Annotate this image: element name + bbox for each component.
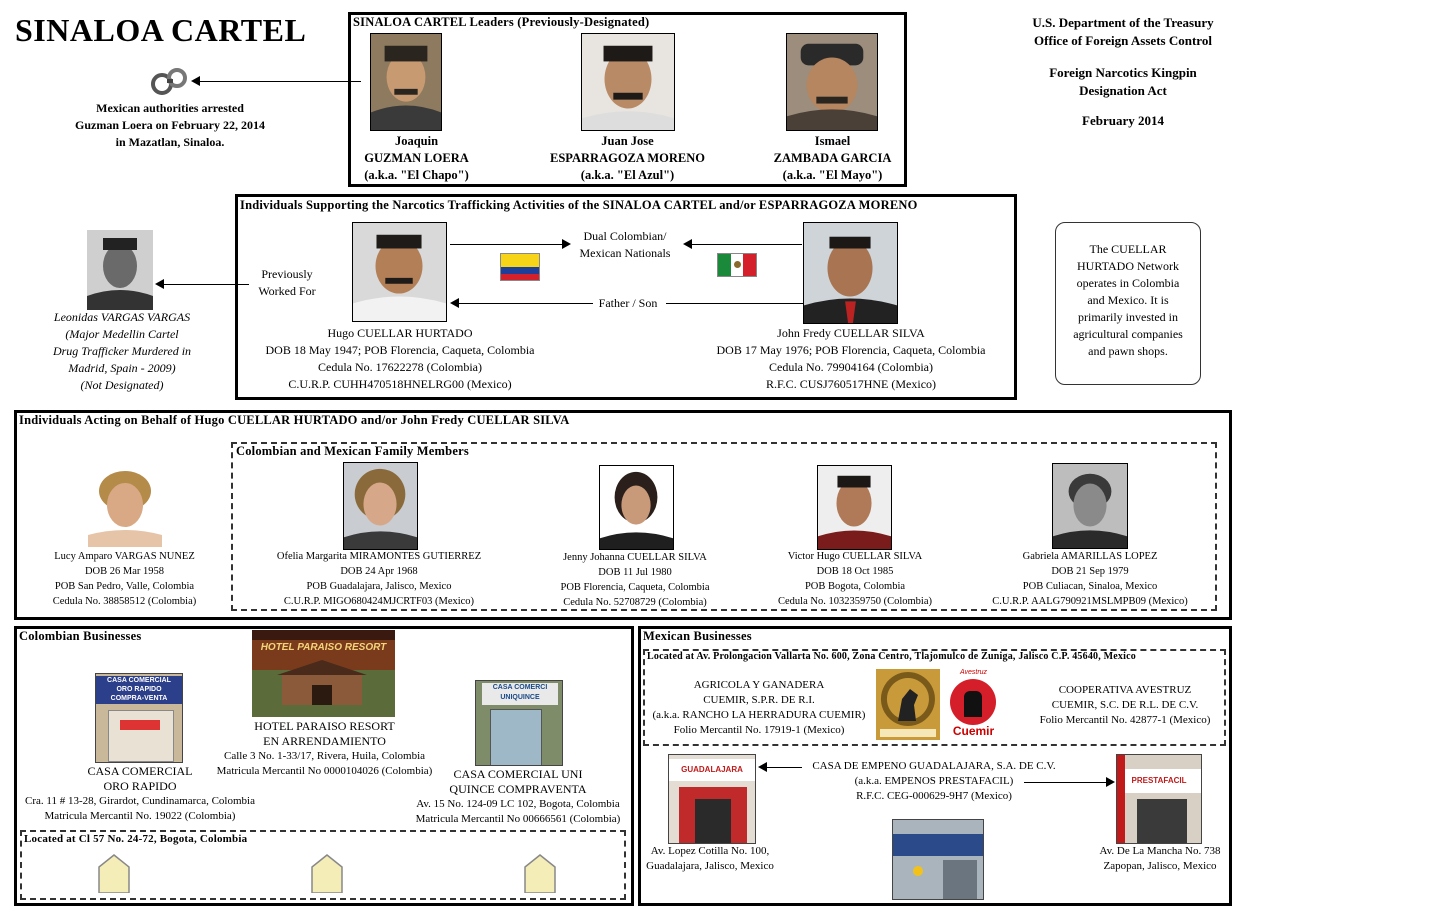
leader-first-name: Joaquin bbox=[394, 134, 439, 148]
leader-last-name: ZAMBADA GARCIA bbox=[773, 151, 892, 165]
left-loc-line2: Guadalajara, Jalisco, Mexico bbox=[646, 860, 774, 872]
colombian-header: Colombian Businesses bbox=[19, 629, 142, 643]
hugo-cedula: Cedula No. 17622278 (Colombia) bbox=[318, 360, 482, 374]
person-id: Cedula No. 52708729 (Colombia) bbox=[563, 597, 707, 608]
hugo-curp: C.U.R.P. CUHH470518HNELRG00 (Mexico) bbox=[288, 377, 512, 391]
father-son-arrow-head bbox=[450, 298, 459, 308]
john-cedula: Cedula No. 79904164 (Colombia) bbox=[769, 360, 933, 374]
photo-jenny-cuellar bbox=[599, 465, 674, 550]
right-loc-line2: Zapopan, Jalisco, Mexico bbox=[1103, 860, 1217, 872]
dual-line1: Dual Colombian/ bbox=[583, 229, 667, 243]
person-jenny bbox=[530, 550, 740, 610]
person-dob: DOB 18 Oct 1985 bbox=[816, 566, 894, 577]
oro-addr: Cra. 11 # 13-28, Girardot, Cundinamarca, Colombia bbox=[25, 795, 255, 807]
hotel-reg: Matricula Mercantil No 0000104026 (Colombia) bbox=[216, 765, 433, 777]
hugo-dob: DOB 18 May 1947; POB Florencia, Caqueta, Colombia bbox=[265, 343, 535, 357]
leaders-header: SINALOA CARTEL Leaders (Previously-Designated) bbox=[353, 15, 650, 29]
hugo-details bbox=[236, 325, 564, 393]
arrest-note bbox=[40, 100, 300, 151]
dual-line2: Mexican Nationals bbox=[579, 246, 671, 260]
father-son-line-left bbox=[459, 303, 593, 304]
empeno-center-photo bbox=[892, 819, 984, 900]
uni-reg: Matricula Mercantil No 00666561 (Colombia) bbox=[415, 813, 621, 825]
dual-nationals-label bbox=[560, 228, 690, 262]
empeno-arrow-right-head bbox=[1106, 777, 1115, 787]
photo-gabriela-amarillas bbox=[1052, 463, 1128, 549]
photo-leonidas-vargas bbox=[87, 230, 153, 310]
handcuffs-icon bbox=[150, 66, 190, 98]
person-name: Gabriela AMARILLAS LOPEZ bbox=[1022, 551, 1158, 562]
empeno-rfc: R.F.C. CEG-000629-9H7 (Mexico) bbox=[856, 790, 1012, 802]
person-ofelia bbox=[250, 549, 508, 609]
vargas-line3: Drug Trafficker Murdered in bbox=[52, 344, 192, 358]
empeno-name: CASA DE EMPENO GUADALAJARA, S.A. DE C.V. bbox=[812, 760, 1056, 772]
dual-arrow-right-head bbox=[683, 239, 692, 249]
leader-last-name: ESPARRAGOZA MORENO bbox=[550, 151, 705, 165]
act-date: February 2014 bbox=[1082, 113, 1164, 128]
john-dob: DOB 17 May 1976; POB Florencia, Caqueta, Colombia bbox=[716, 343, 986, 357]
leader-photo-zambada bbox=[786, 33, 878, 131]
empeno-left-location bbox=[640, 844, 780, 874]
cuemir-logo-text: Cuemir bbox=[952, 724, 995, 738]
arrest-line3: in Mazatlan, Sinaloa. bbox=[115, 135, 225, 149]
house-icon bbox=[97, 853, 131, 893]
photo-lucy-vargas bbox=[88, 465, 162, 547]
photo-hugo-cuellar bbox=[352, 222, 447, 322]
empeno-arrow-right-line bbox=[1024, 782, 1107, 783]
note-line2: HURTADO Network bbox=[1077, 259, 1179, 273]
worked-line1: Previously bbox=[261, 267, 313, 281]
agricola-aka: (a.k.a. RANCHO LA HERRADURA CUEMIR) bbox=[652, 709, 866, 721]
father-son-line-right bbox=[666, 303, 803, 304]
uni-name1: CASA COMERCIAL UNI bbox=[453, 767, 583, 781]
worked-for-arrow-line bbox=[164, 284, 249, 285]
note-line3: operates in Colombia bbox=[1076, 276, 1180, 290]
note-line1: The CUELLAR bbox=[1089, 242, 1167, 256]
oro-sign-line2: ORO RAPIDO bbox=[116, 686, 162, 693]
page-title: SINALOA CARTEL bbox=[15, 12, 307, 48]
person-name: Ofelia Margarita MIRAMONTES GUTIERREZ bbox=[276, 551, 482, 562]
john-details bbox=[690, 325, 1012, 393]
mexican-header: Mexican Businesses bbox=[643, 629, 752, 643]
cuemir-logo-top: Avestruz bbox=[959, 669, 988, 676]
house-icon bbox=[310, 853, 344, 893]
note-line4: and Mexico. It is bbox=[1087, 293, 1169, 307]
photo-ofelia-miramontes bbox=[343, 462, 418, 550]
uniquince-details bbox=[400, 767, 636, 827]
worked-line2: Worked For bbox=[258, 284, 316, 298]
oro-reg: Matricula Mercantil No. 19022 (Colombia) bbox=[44, 810, 236, 822]
vargas-line2: (Major Medellin Cartel bbox=[65, 327, 179, 341]
cuemir-logo-icon bbox=[942, 669, 1005, 740]
empeno-left-photo bbox=[668, 754, 756, 844]
coop-name1: COOPERATIVA AVESTRUZ bbox=[1058, 684, 1192, 696]
note-line7: and pawn shops. bbox=[1088, 344, 1168, 358]
oro-rapido-details bbox=[15, 764, 265, 824]
empeno-aka: (a.k.a. EMPENOS PRESTAFACIL) bbox=[854, 775, 1014, 787]
person-pob: POB Culiacan, Sinaloa, Mexico bbox=[1022, 581, 1158, 592]
leader-guzman bbox=[340, 133, 493, 184]
leader-last-name: GUZMAN LOERA bbox=[364, 151, 469, 165]
flag-white bbox=[731, 254, 744, 276]
flag-yellow bbox=[501, 254, 539, 267]
supporting-header: Individuals Supporting the Narcotics Trafficking Activities of the SINALOA CARTEL and/or ESPARRAGOZA MORENO bbox=[240, 198, 918, 212]
oro-sign-line3: COMPRA-VENTA bbox=[110, 695, 168, 702]
empeno-arrow-left-head bbox=[758, 762, 767, 772]
vargas-line5: (Not Designated) bbox=[80, 378, 164, 392]
person-name: Lucy Amparo VARGAS NUNEZ bbox=[54, 551, 195, 562]
arrest-line1: Mexican authorities arrested bbox=[96, 101, 244, 115]
vallarta-located-label: Located at Av. Prolongacion Vallarta No. 600, Zona Centro, Tlajomulco de Zuniga, Jalisco C.P. 45640, Mexico bbox=[647, 651, 1136, 662]
hotel-name2: EN ARRENDAMIENTO bbox=[263, 734, 386, 748]
agricola-name1: AGRICOLA Y GANADERA bbox=[693, 679, 825, 691]
leader-photo-esparragoza bbox=[581, 33, 675, 131]
empeno-right-sign: PRESTAFACIL bbox=[1117, 769, 1201, 793]
coop-reg: Folio Mercantil No. 42877-1 (Mexico) bbox=[1039, 714, 1211, 726]
flag-green bbox=[718, 254, 731, 276]
person-pob: POB Florencia, Caqueta, Colombia bbox=[560, 582, 710, 593]
worked-for-arrow-head bbox=[155, 279, 164, 289]
agricola-reg: Folio Mercantil No. 17919-1 (Mexico) bbox=[673, 724, 845, 736]
empeno-right-photo bbox=[1116, 754, 1202, 844]
uni-sign-line1: CASA COMERCI bbox=[492, 684, 548, 691]
person-dob: DOB 26 Mar 1958 bbox=[84, 566, 165, 577]
note-line5: primarily invested in bbox=[1078, 310, 1178, 324]
cl57-located-label: Located at Cl 57 No. 24-72, Bogota, Colombia bbox=[24, 833, 248, 845]
dual-arrow-right-line bbox=[692, 244, 802, 245]
right-loc-line1: Av. De La Mancha No. 738 bbox=[1099, 845, 1221, 857]
agency-line2: Office of Foreign Assets Control bbox=[1034, 33, 1212, 48]
colombia-flag-icon bbox=[500, 253, 540, 281]
agricola-details bbox=[642, 678, 876, 738]
john-name: John Fredy CUELLAR SILVA bbox=[777, 326, 925, 340]
person-pob: POB Bogota, Colombia bbox=[804, 581, 906, 592]
oro-rapido-photo bbox=[95, 673, 183, 763]
flag-red bbox=[743, 254, 756, 276]
photo-victor-cuellar bbox=[817, 465, 892, 550]
person-pob: POB San Pedro, Valle, Colombia bbox=[54, 581, 195, 592]
leader-photo-guzman bbox=[370, 33, 442, 131]
house-icon bbox=[523, 853, 557, 893]
coop-name2: CUEMIR, S.C. DE R.L. DE C.V. bbox=[1051, 699, 1199, 711]
leader-first-name: Juan Jose bbox=[601, 134, 654, 148]
arrest-line2: Guzman Loera on February 22, 2014 bbox=[75, 118, 265, 132]
left-loc-line1: Av. Lopez Cotilla No. 100, bbox=[650, 845, 770, 857]
uni-sign-line2: UNIQUINCE bbox=[500, 694, 540, 701]
hugo-name: Hugo CUELLAR HURTADO bbox=[327, 326, 473, 340]
agricola-name2: CUEMIR, S.P.R. DE R.I. bbox=[703, 694, 815, 706]
vargas-note bbox=[22, 309, 222, 394]
person-dob: DOB 11 Jul 1980 bbox=[598, 567, 672, 578]
uni-name2: QUINCE COMPRAVENTA bbox=[449, 782, 587, 796]
arrest-arrow-line bbox=[198, 81, 361, 82]
acting-header: Individuals Acting on Behalf of Hugo CUELLAR HURTADO and/or John Fredy CUELLAR SILVA bbox=[19, 413, 570, 427]
horse-logo-icon bbox=[876, 669, 940, 740]
previously-worked-label bbox=[245, 266, 329, 300]
dual-arrow-left-line bbox=[450, 244, 562, 245]
leader-aka: (a.k.a. "El Azul") bbox=[580, 168, 675, 182]
hotel-addr: Calle 3 No. 1-33/17, Rivera, Huila, Colombia bbox=[223, 750, 426, 762]
person-dob: DOB 21 Sep 1979 bbox=[1051, 566, 1129, 577]
network-note bbox=[1058, 241, 1198, 360]
hotel-name1: HOTEL PARAISO RESORT bbox=[254, 719, 395, 733]
empeno-right-location bbox=[1090, 844, 1230, 874]
uniquince-photo bbox=[475, 680, 563, 766]
person-pob: POB Guadalajara, Jalisco, Mexico bbox=[306, 581, 452, 592]
oro-name1: CASA COMERCIAL bbox=[87, 764, 193, 778]
leader-zambada bbox=[755, 133, 910, 184]
oro-name2: ORO RAPIDO bbox=[103, 779, 177, 793]
hotel-sign: HOTEL PARAISO RESORT bbox=[260, 642, 387, 653]
agency-block bbox=[1000, 14, 1246, 130]
leader-aka: (a.k.a. "El Mayo") bbox=[782, 168, 883, 182]
note-line6: agricultural companies bbox=[1073, 327, 1183, 341]
person-victor bbox=[750, 549, 960, 609]
family-header: Colombian and Mexican Family Members bbox=[236, 444, 469, 458]
father-son-label: Father / Son bbox=[598, 296, 658, 310]
person-id: Cedula No. 1032359750 (Colombia) bbox=[778, 596, 932, 607]
empeno-arrow-left-line bbox=[767, 767, 802, 768]
agency-line1: U.S. Department of the Treasury bbox=[1032, 15, 1214, 30]
person-name: Victor Hugo CUELLAR SILVA bbox=[787, 551, 923, 562]
dual-arrow-left-head bbox=[562, 239, 571, 249]
cooperativa-details bbox=[1020, 683, 1230, 728]
empeno-left-sign: GUADALAJARA bbox=[669, 759, 755, 781]
person-id: C.U.R.P. MIGO680424MJCRTF03 (Mexico) bbox=[283, 596, 475, 607]
oro-sign-line1: CASA COMERCIAL bbox=[107, 677, 171, 684]
act-line2: Designation Act bbox=[1079, 83, 1167, 98]
person-id: Cedula No. 38858512 (Colombia) bbox=[52, 596, 197, 607]
mexico-flag-icon bbox=[717, 253, 757, 277]
person-id: C.U.R.P. AALG790921MSLMPB09 (Mexico) bbox=[992, 596, 1188, 607]
person-lucy bbox=[22, 549, 227, 609]
john-rfc: R.F.C. CUSJ760517HNE (Mexico) bbox=[765, 377, 937, 391]
act-line1: Foreign Narcotics Kingpin bbox=[1049, 65, 1197, 80]
person-gabriela bbox=[975, 549, 1205, 609]
person-dob: DOB 24 Apr 1968 bbox=[340, 566, 418, 577]
person-name: Jenny Johanna CUELLAR SILVA bbox=[563, 552, 707, 563]
vargas-line1: Leonidas VARGAS VARGAS bbox=[53, 310, 191, 324]
flag-red bbox=[501, 274, 539, 281]
leader-aka: (a.k.a. "El Chapo") bbox=[364, 168, 469, 182]
leader-esparragoza bbox=[530, 133, 725, 184]
vargas-line4: Madrid, Spain - 2009) bbox=[68, 361, 176, 375]
uni-addr: Av. 15 No. 124-09 LC 102, Bogota, Colombia bbox=[416, 798, 620, 810]
hotel-paraiso-photo bbox=[252, 630, 395, 717]
leader-first-name: Ismael bbox=[814, 134, 851, 148]
photo-john-cuellar bbox=[803, 222, 898, 324]
